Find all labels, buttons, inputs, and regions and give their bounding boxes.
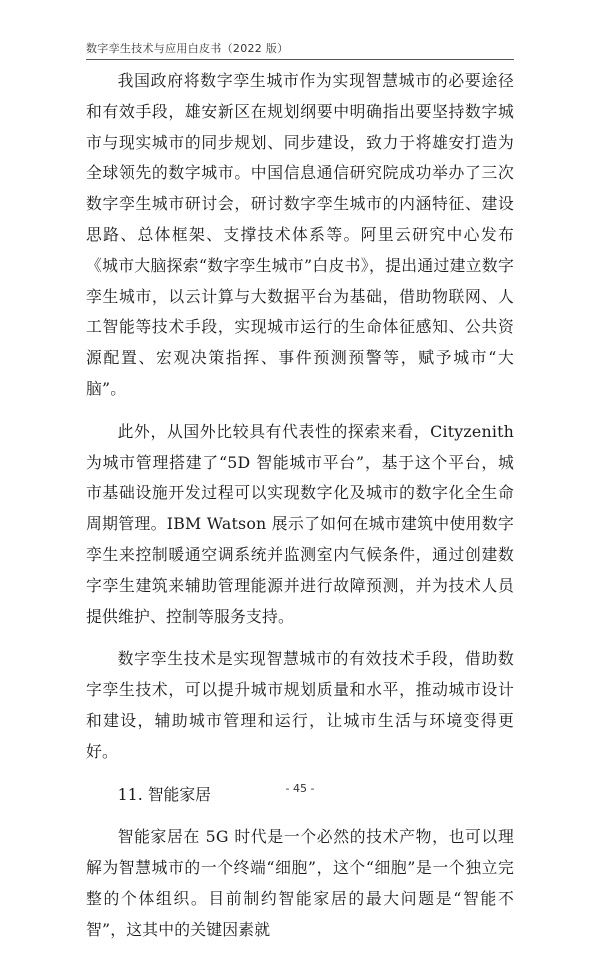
- paragraph: 我国政府将数字孪生城市作为实现智慧城市的必要途径和有效手段，雄安新区在规划纲要中明确指出要坚持数字城市与现实城市的同步规划、同步建设，致力于将雄安打造为全球领先的数字城市。中国信息通信研究院成功举办了三次数字孪生城市研讨会，研讨数字孪生城市的内涵特征、建设思路、总体框架、支撑技术体系等。阿里云研究中心发布《城市大脑探索“数字孪生城市”白皮书》，提出通过建立数字孪生城市，以云计算与大数据平台为基础，借助物联网、人工智能等技术手段，实现城市运行的生命体征感知、公共资源配置、宏观决策指挥、事件预测预警等，赋予城市“大脑”。: [86, 71, 514, 398]
- running-header: 数字孪生技术与应用白皮书（2022 版）: [86, 42, 289, 55]
- section-heading: 11. 智能家居: [117, 784, 211, 804]
- paragraph: 此外，从国外比较具有代表性的探索来看，Cityzenith 为城市管理搭建了“5D 智能城市平台”，基于这个平台，城市基础设施开发过程可以实现数字化及城市的数字化全生命周期管理。IBM Watson 展示了如何在城市建筑中使用数字孪生来控制暖通空调系统并监测室内气候条件，通过创建数字孪生建筑来辅助管理能源并进行故障预测，并为技术人员提供维护、控制等服务支持。: [86, 421, 514, 626]
- header-divider: [86, 59, 514, 60]
- paragraph: 智能家居在 5G 时代是一个必然的技术产物，也可以理解为智慧城市的一个终端“细胞”，这个“细胞”是一个独立完整的个体组织。目前制约智能家居的最大问题是“智能不智”，这其中的关键因素就: [86, 827, 514, 939]
- page-body: [86, 66, 514, 958]
- paragraph: 数字孪生技术是实现智慧城市的有效技术手段，借助数字孪生技术，可以提升城市规划质量和水平，推动城市设计和建设，辅助城市管理和运行，让城市生活与环境变得更好。: [86, 649, 514, 761]
- page-number: - 45 -: [285, 782, 315, 795]
